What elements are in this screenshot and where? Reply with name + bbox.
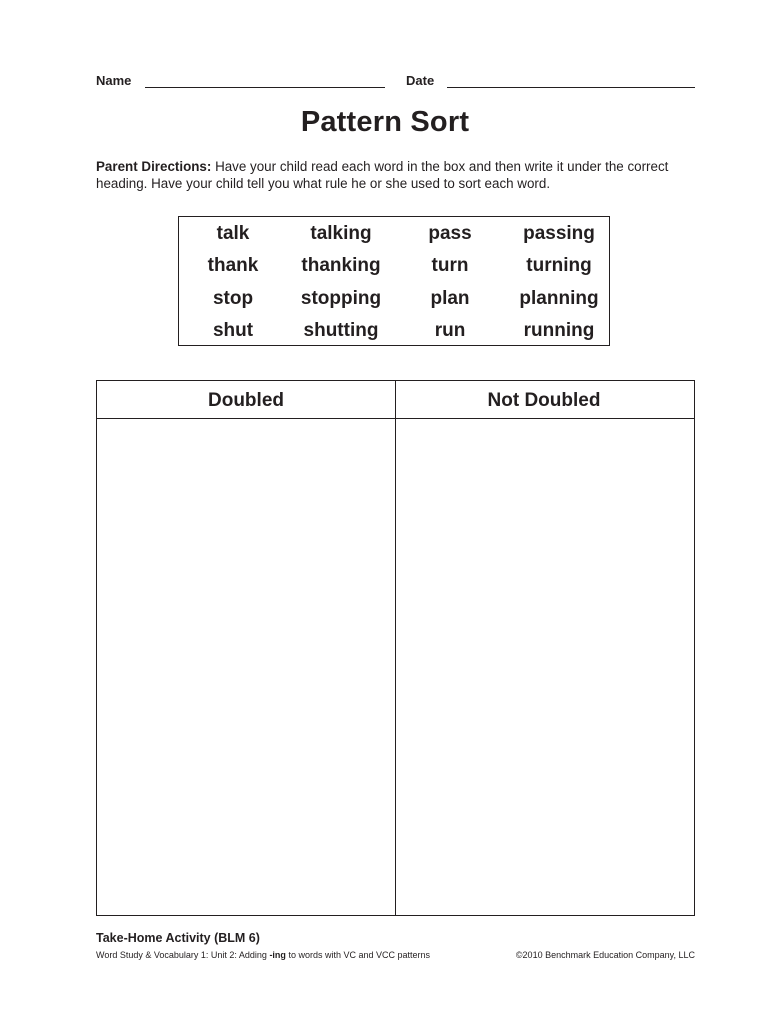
word-item: talk (216, 223, 250, 244)
word-item: pass (428, 223, 472, 244)
parent-directions (96, 158, 696, 192)
word-item: thanking (301, 255, 381, 276)
not-doubled-writing-area[interactable] (396, 419, 694, 915)
date-field-line[interactable] (447, 87, 695, 88)
footer-subtitle-post: to words with VC and VCC patterns (285, 950, 430, 960)
word-item: running (523, 320, 595, 341)
directions-label: Parent Directions: (96, 159, 212, 174)
word-item: stop (212, 288, 254, 309)
footer-subtitle-pre: Word Study & Vocabulary 1: Unit 2: Adding (96, 950, 270, 960)
word-item: passing (523, 223, 595, 244)
word-item: shutting (303, 320, 379, 341)
date-label: Date (406, 73, 435, 88)
doubled-writing-area[interactable] (97, 419, 395, 915)
footer-subtitle-bold: -ing (269, 950, 286, 960)
word-box (178, 216, 610, 346)
word-item: run (434, 320, 466, 341)
word-item: plan (430, 288, 470, 309)
page-title: Pattern Sort (300, 106, 470, 138)
word-item: talking (310, 223, 372, 244)
name-field-line[interactable] (145, 87, 385, 88)
word-item: stopping (300, 288, 382, 309)
footer-copyright: ©2010 Benchmark Education Company, LLC (515, 950, 695, 960)
name-label: Name (96, 73, 132, 88)
sort-table (96, 380, 695, 916)
column-header-doubled: Doubled (208, 390, 284, 411)
word-item: turn (431, 255, 469, 276)
word-item: shut (212, 320, 254, 341)
footer-subtitle (96, 950, 430, 960)
directions-text: Have your child read each word in the box and then write it under the correct heading. Have your child tell you what rule he or she used to sort each word. (96, 159, 669, 191)
word-item: planning (519, 288, 599, 309)
word-item: turning (526, 255, 592, 276)
word-item: thank (207, 255, 259, 276)
footer-title: Take-Home Activity (BLM 6) (96, 931, 260, 945)
column-header-not-doubled: Not Doubled (487, 390, 601, 411)
